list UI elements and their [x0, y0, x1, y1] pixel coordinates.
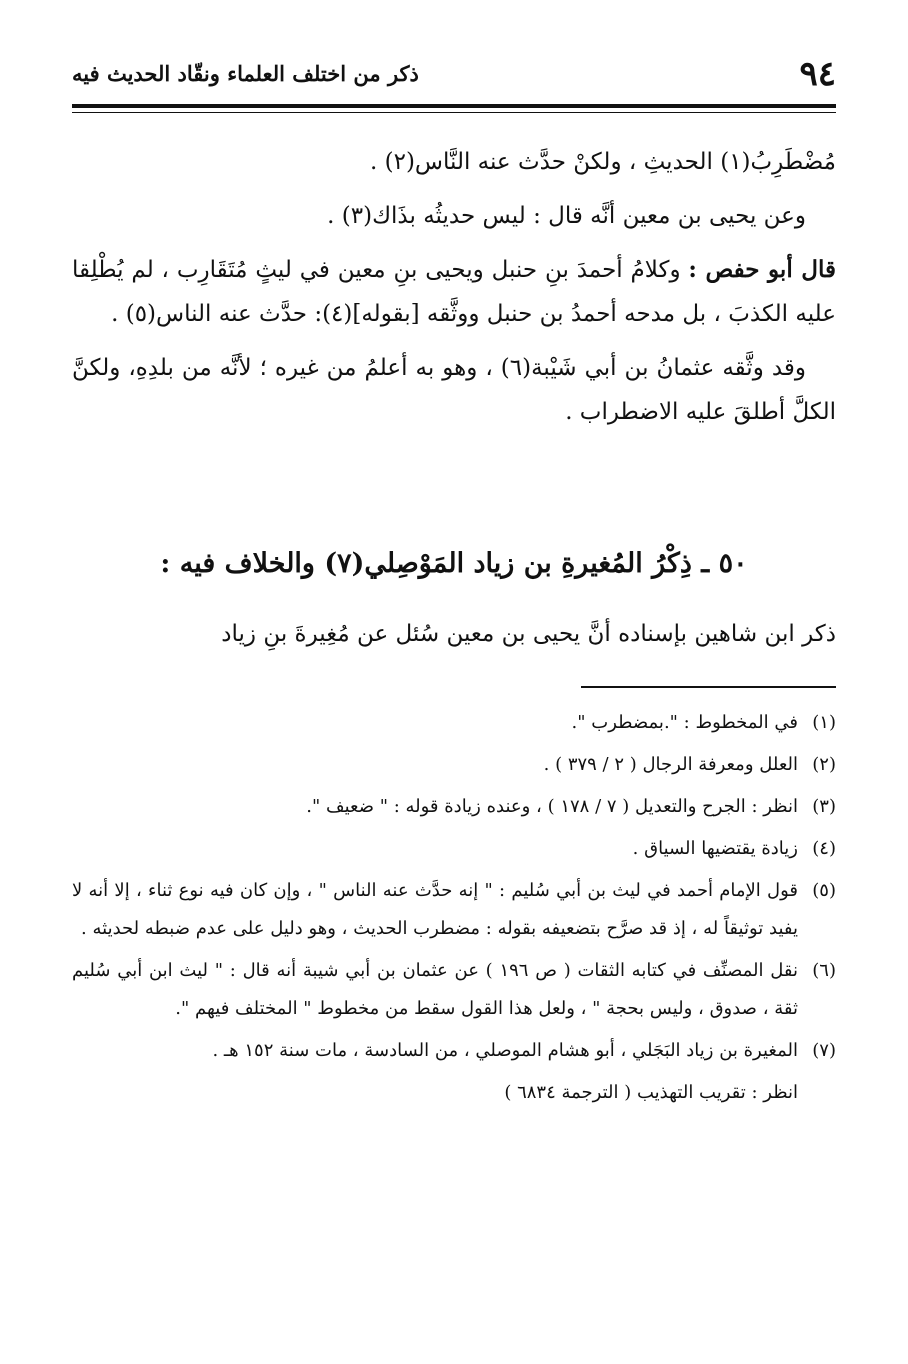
footnote-7-reference: انظر : تقريب التهذيب ( الترجمة ٦٨٣٤ ) [504, 1082, 798, 1103]
footnote-3 [72, 788, 836, 826]
footnote-number: (٢) [812, 754, 836, 775]
footnote-text: في المخطوط : ".بمضطرب ". [571, 712, 798, 733]
footnote-4 [72, 830, 836, 868]
footnote-separator [581, 686, 836, 688]
page-number: ٩٤ [799, 54, 836, 94]
footnote-number: (٤) [812, 838, 836, 859]
footnote-number: (٦) [812, 960, 836, 981]
footnote-number: (٧) [812, 1040, 836, 1061]
section-heading: ٥٠ ـ ذِكْرُ المُغيرةِ بن زياد المَوْصِلي(٧) والخلاف فيه : [160, 548, 748, 579]
footnote-text: العلل ومعرفة الرجال ( ٢ / ٣٧٩ ) . [543, 754, 798, 775]
footnote-2 [72, 746, 836, 784]
paragraph-2: وعن يحيى بن معين أنَّه قال : ليس حديثُه بذَاك(٣) . [327, 203, 806, 229]
paragraph-3-lead: قال أبو حفص : [688, 256, 836, 283]
paragraph-3 [72, 248, 836, 336]
footnote-text: المغيرة بن زياد البَجَلي ، أبو هشام الموصلي ، من السادسة ، مات سنة ١٥٢ هـ . [212, 1040, 798, 1061]
paragraph-1: مُضْطَرِبُ(١) الحديثِ ، ولكنْ حدَّث عنه النَّاس(٢) . [369, 149, 836, 175]
footnote-text: انظر : الجرح والتعديل ( ٧ / ١٧٨ ) ، وعنده زيادة قوله : " ضعيف ". [306, 796, 798, 817]
footnote-text: قول الإمام أحمد في ليث بن أبي سُليم : " إنه حدَّث عنه الناس " ، وإن كان فيه نوع ثناء ، إلا أنه لا يفيد توثيقاً له ، إذ قد صرَّح بتضعيفه بقوله : مضطرب الحديث ، وهو دليل على عدم ضبطه لحديثه . [72, 880, 798, 939]
footnote-6 [72, 952, 836, 1028]
paragraph-4: وقد وثَّقه عثمانُ بن أبي شَيْبة(٦) ، وهو به أعلمُ من غيره ؛ لأنَّه من بلدِهِ، ولكنَّ الكلَّ أطلقَ عليه الاضطراب . [72, 355, 836, 425]
footnote-text: زيادة يقتضيها السياق . [632, 838, 798, 859]
footnote-1 [72, 704, 836, 742]
page-header [72, 52, 836, 96]
footnotes [72, 704, 836, 1116]
section-first-line: ذكر ابن شاهين بإسناده أنَّ يحيى بن معين سُئل عن مُغِيرةَ بنِ زياد [221, 621, 836, 647]
footnote-number: (٣) [812, 796, 836, 817]
footnote-7 [72, 1032, 836, 1070]
running-title: ذكر من اختلف العلماء ونقّاد الحديث فيه [72, 61, 419, 86]
paragraph-3-text: وكلامُ أحمدَ بنِ حنبل ويحيى بنِ معين في ليثٍ مُتَقَارِب ، لم يُطْلِقا عليه الكذبَ ، بل مدحه أحمدُ بن حنبل ووثَّقه [بقوله](٤): حدَّث عنه الناس(٥) . [72, 257, 836, 327]
footnote-5 [72, 872, 836, 948]
footnote-number: (٥) [812, 880, 836, 901]
main-text [72, 140, 836, 444]
footnote-text: نقل المصنِّف في كتابه الثقات ( ص ١٩٦ ) عن عثمان بن أبي شيبة أنه قال : " ليث ابن أبي سُليم ثقة ، صدوق ، وليس بحجة " ، ولعل هذا القول سقط من مخطوط " المختلف فيهم ". [72, 960, 798, 1019]
header-rule-thick [72, 104, 836, 108]
footnote-number: (١) [812, 712, 836, 733]
header-rule-thin [72, 112, 836, 113]
